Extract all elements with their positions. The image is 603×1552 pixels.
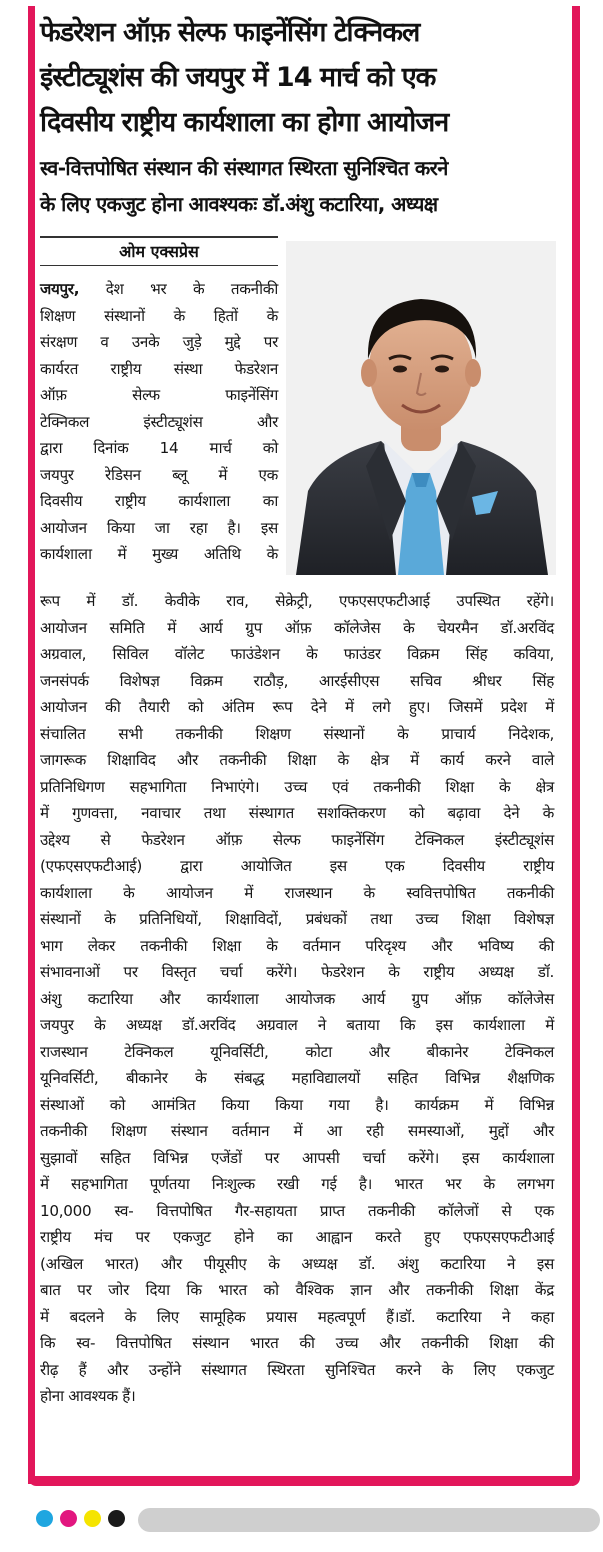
subheadline-line: स्व-वित्तपोषित संस्थान की संस्थागत स्थिरता सुनिश्चित करने: [40, 156, 448, 180]
article-column-left: [40, 276, 278, 568]
text-line: राष्ट्रीय मंच पर एकजुट होने का आह्वान करते हुए एफएसएफटीआई: [40, 1228, 554, 1246]
headline-line: फेडरेशन ऑफ़ सेल्फ फाइनेंसिंग टेक्निकल: [40, 17, 420, 48]
scroll-bar[interactable]: [138, 1508, 600, 1532]
text-line: संरक्षण व उनके जुड़े मुद्दे पर: [40, 333, 278, 351]
text-line: आयोजन किया जा रहा है। इस: [40, 518, 278, 537]
subheadline-line: के लिए एकजुट होना आवश्यकः डॉ.अंशु कटारिया, अध्यक्ष: [40, 192, 438, 216]
text-line: रूप में डॉ. केवीके राव, सेक्रेट्री, एफएसएफटीआई उपस्थित रहेंगे।: [40, 592, 554, 610]
black-dot: [108, 1510, 125, 1527]
text-line: दिवसीय राष्ट्रीय कार्यशाला का: [40, 492, 278, 510]
portrait-photo: [286, 241, 556, 575]
text-line: जयपुर रेडिसन ब्लू में एक: [40, 465, 278, 484]
text-line: द्वारा दिनांक 14 मार्च को: [40, 439, 278, 457]
text-line: संचालित सभी तकनीकी शिक्षण संस्थानों के प्राचार्य निदेशक,: [40, 724, 554, 743]
portrait-image: [286, 241, 556, 575]
text-line: (अखिल भारत) और पीयूसीए के अध्यक्ष डॉ. अंशु कटारिया ने इस: [40, 1254, 554, 1273]
text-line: उद्देश्य से फेडरेशन ऑफ़ सेल्फ फाइनेंसिंग टेक्निकल इंस्टीट्यूशंस: [40, 830, 554, 849]
text-line: में बदलने के लिए सामूहिक प्रयास महत्वपूर्ण हैं।डॉ. कटारिया ने कहा: [40, 1307, 554, 1326]
text-line: संभावनाओं पर विस्तृत चर्चा करेंगे। फेडरेशन के राष्ट्रीय अध्यक्ष डॉ.: [40, 963, 554, 981]
text-line: ऑफ़ सेल्फ फाइनेंसिंग: [40, 386, 278, 404]
text-line: जनसंपर्क विशेषज्ञ विक्रम राठौड़, आरईसीएस सचिव श्रीधर सिंह: [40, 671, 554, 690]
text-line: कार्यशाला के आयोजन में राजस्थान के स्ववित्तपोषित तकनीकी: [40, 883, 554, 902]
text-line: संस्थाओं को आमंत्रित किया किया गया है। कार्यक्रम में विभिन्न: [40, 1095, 554, 1114]
text-line: जागरूक शिक्षाविद और तकनीकी शिक्षा के क्षेत्र में कार्य करने वाले: [40, 751, 554, 769]
text-line: होना आवश्यक हैं।: [40, 1387, 136, 1405]
text-line: रीढ़ हैं और उन्होंने संस्थागत स्थिरता सुनिश्चित करने के लिए एकजुट: [40, 1360, 554, 1379]
text-line: संस्थानों के प्रतिनिधियों, शिक्षाविदों, प्रबंधकों तथा उच्च शिक्षा विशेषज्ञ: [40, 910, 554, 928]
text-line: अंशु कटारिया और कार्यशाला आयोजक आर्य ग्रुप ऑफ़ कॉलेजेस: [40, 989, 554, 1008]
text-line: कार्यशाला में मुख्य अतिथि के: [40, 545, 278, 563]
yellow-dot: [84, 1510, 101, 1527]
text-line: राजस्थान टेक्निकल यूनिवर्सिटी, कोटा और बीकानेर टेक्निकल: [40, 1042, 554, 1061]
text-line: जयपुर के अध्यक्ष डॉ.अरविंद अग्रवाल ने बताया कि इस कार्यशाला में: [40, 1016, 554, 1034]
text-line: भाग लेकर तकनीकी शिक्षा के वर्तमान परिदृश्य और भविष्य की: [40, 936, 554, 955]
text-line: प्रतिनिधिगण सहभागिता निभाएंगे। उच्च एवं तकनीकी शिक्षा के क्षेत्र: [40, 777, 554, 796]
headline: [40, 10, 570, 145]
text-line: जयपुर, देश भर के तकनीकी: [40, 280, 279, 298]
byline-box: [40, 236, 278, 266]
headline-line: दिवसीय राष्ट्रीय कार्यशाला का होगा आयोजन: [40, 107, 449, 138]
text-line: टेक्निकल इंस्टीट्यूशंस और: [40, 412, 278, 431]
article-body: [40, 588, 554, 1410]
byline: ओम एक्सप्रेस: [119, 242, 199, 261]
text-line: बात पर जोर दिया कि भारत को वैश्विक ज्ञान और तकनीकी शिक्षा केंद्र: [40, 1281, 554, 1299]
frame-border-left: [28, 6, 35, 1484]
text-line: सुझावों सहित विभिन्न एजेंडों पर आपसी चर्चा करेंगे। इस कार्यशाला: [40, 1148, 554, 1167]
text-line: शिक्षण संस्थानों के हितों के: [40, 306, 278, 325]
text-line: में सहभागिता पूर्णतया निःशुल्क रखी गई है। भारत भर के लगभग: [40, 1175, 554, 1193]
text-line: आयोजन की तैयारी को अंतिम रूप देने में लगे हुए। जिसमें प्रदेश में: [40, 698, 554, 716]
text-line: (एफएसएफटीआई) द्वारा आयोजित इस एक दिवसीय राष्ट्रीय: [40, 857, 554, 875]
text-line: 10,000 स्व- वित्तपोषित गैर-सहायता प्राप्त तकनीकी कॉलेजों से एक: [40, 1201, 554, 1220]
headline-line: इंस्टीट्यूशंस की जयपुर में 14 मार्च को एक: [40, 62, 436, 93]
text-line: में गुणवत्ता, नवाचार तथा संस्थागत सशक्तिकरण को बढ़ावा देने के: [40, 804, 554, 822]
frame-border-bottom: [28, 1476, 580, 1486]
frame-border-right: [572, 6, 580, 1486]
text-line: अग्रवाल, सिविल वॉलेट फाउंडेशन के फाउंडर विक्रम सिंह कविया,: [40, 645, 554, 663]
text-line: यूनिवर्सिटी, बीकानेर के संबद्ध महाविद्यालयों सहित विभिन्न शैक्षणिक: [40, 1069, 554, 1087]
magenta-dot: [60, 1510, 77, 1527]
text-line: कि स्व- वित्तपोषित संस्थान भारत की उच्च और तकनीकी शिक्षा की: [40, 1334, 554, 1352]
text-line: आयोजन समिति में आर्य ग्रुप ऑफ़ कॉलेजेस के चेयरमैन डॉ.अरविंद: [40, 618, 554, 637]
text-line: तकनीकी शिक्षण संस्थान वर्तमान में आ रही समस्याओं, मुद्दों और: [40, 1122, 554, 1140]
cyan-dot: [36, 1510, 53, 1527]
dateline: जयपुर,: [40, 280, 80, 298]
text-line: कार्यरत राष्ट्रीय संस्था फेडरेशन: [40, 359, 278, 378]
subheadline: [40, 150, 570, 222]
